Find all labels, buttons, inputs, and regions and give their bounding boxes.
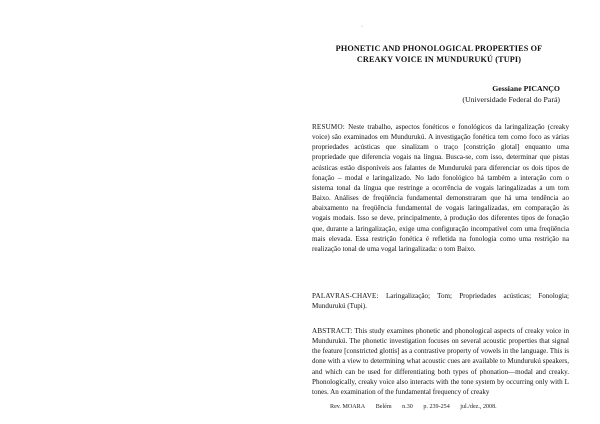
header-mark: ·	[361, 24, 363, 30]
footer-journal: Rev. MOARA	[330, 404, 366, 410]
keywords-text: Laringalização; Tom; Propriedades acústicas; Fonologia; Mundurukú (Tupi).	[312, 292, 569, 311]
author-affiliation: (Universidade Federal do Pará)	[462, 94, 560, 104]
abstract-label: ABSTRACT:	[312, 327, 353, 335]
abstract-paragraph	[312, 326, 569, 397]
footer-number: n.30	[402, 404, 413, 410]
author-name: Gessiane PICANÇO	[492, 84, 560, 93]
article-title: PHONETIC AND PHONOLOGICAL PROPERTIES OF CREAKY VOICE IN MUNDURUKÚ (TUPI)	[335, 44, 543, 65]
page-footer	[330, 404, 570, 410]
resumo-paragraph	[312, 122, 569, 254]
keywords-paragraph	[312, 291, 569, 311]
footer-pages: p. 239-254	[423, 404, 450, 410]
keywords-label: PALAVRAS-CHAVE:	[312, 292, 379, 300]
resumo-text: Neste trabalho, aspectos fonéticos e fonológicos da laringalização (creaky voice) são examinados em Mundurukú. A investigação fonética tem como foco as várias propriedades acústicas que sinalizam o traço [constrição glotal] enquanto uma propriedade que diferencia vogais na língua. Busca-se, com isso, determinar que pistas acústicas estão disponíveis aos falantes de Mundurukú para diferenciar os dois tipos de fonação – modal e laringalizado. No lado fonológico há também a interação com o sistema tonal da língua que restringe a ocorrência de vogais laringalizadas a um tom Baixo. Análises de freqüência fundamental demonstraram que há uma tendência ao abaixamento na freqüência fundamental de vogais laringalizadas, em comparação às vogais modais. Isso se deve, principalmente, à produção dos diferentes tipos de fonação que, durante a laringalização, exige uma configuração incompatível com uma freqüência mais elevada. Essa restrição fonética é refletida na fonologia como uma restrição na realização tonal de uma vogal laringalizada: o tom Baixo.	[312, 123, 569, 253]
author-block	[462, 84, 560, 105]
footer-date: jul./dez., 2008.	[460, 404, 497, 410]
footer-city: Belém	[375, 404, 392, 410]
resumo-label: RESUMO:	[312, 123, 345, 131]
abstract-text: This study examines phonetic and phonological aspects of creaky voice in Mundurukú. The phonetic investigation focuses on several acoustic properties that signal the feature [constricted glottis] as a contrastive property of vowels in the language. This is done with a view to determining what acoustic cues are available to Mundurukú speakers, and which can be used for differentiating both types of phonation—modal and creaky. Phonologically, creaky voice also interacts with the tone system by occurring only with L tones. An examination of the fundamental frequency of creaky	[312, 327, 569, 396]
